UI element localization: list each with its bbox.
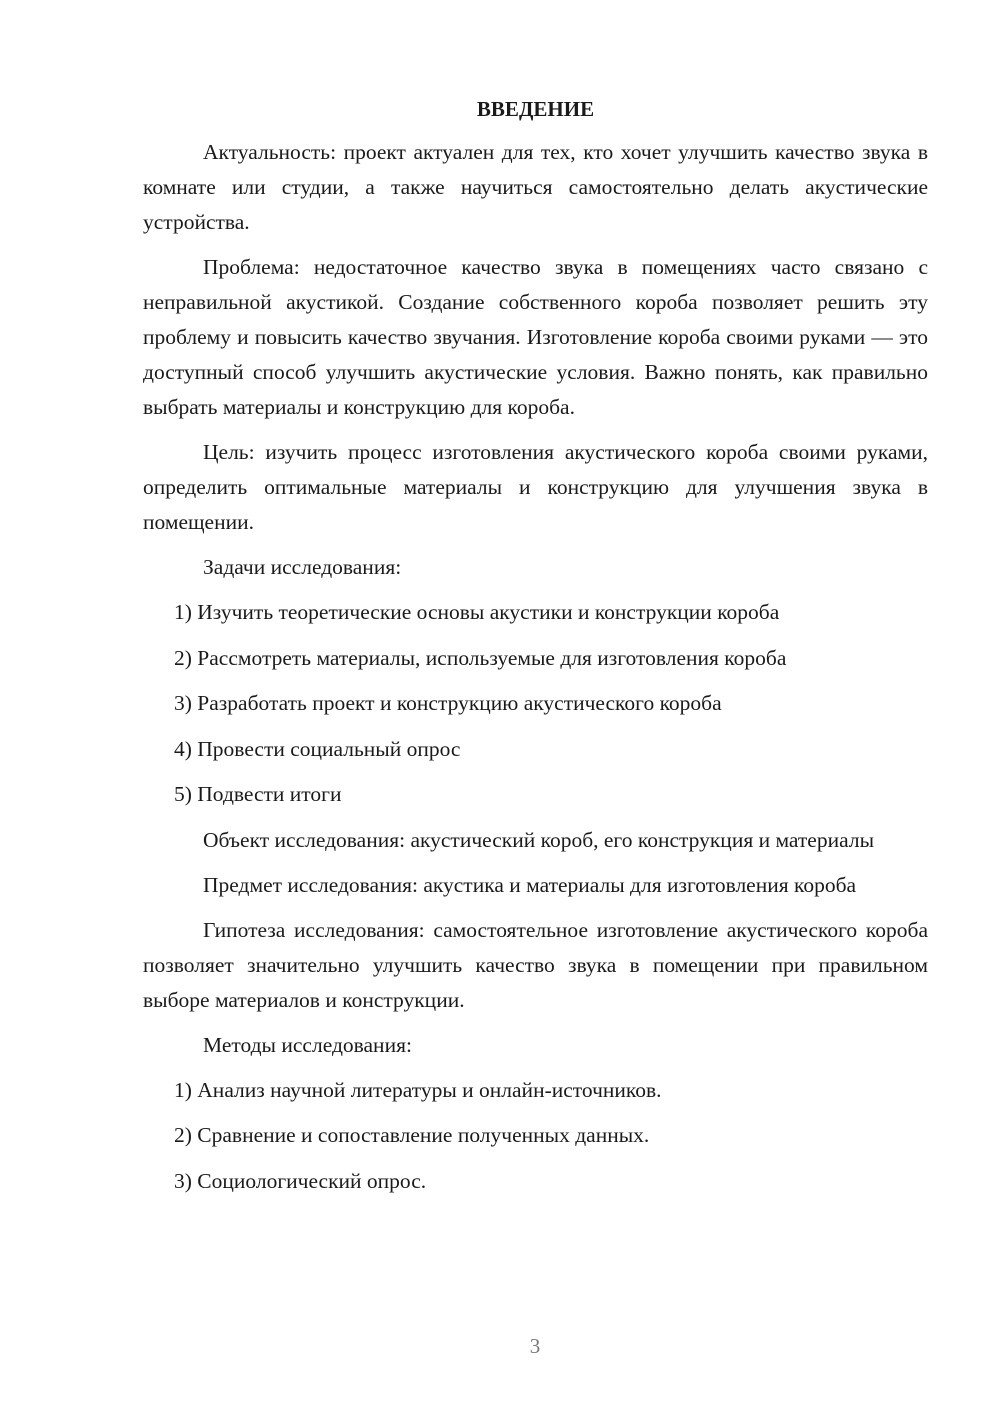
task-item-4: 4) Провести социальный опрос: [174, 736, 461, 761]
method-item-2: 2) Сравнение и сопоставление полученных данных.: [174, 1123, 650, 1147]
problem-paragraph: Проблема: недостаточное качество звука в помещениях часто связано с неправильной акустикой. Создание собственного короба позволяет решить эту проблему и повысить качество звучания. Изготовление короба своими руками — это доступный способ улучшить акустические условия. Важно понять, как правильно выбрать материалы и конструкцию для короба.: [143, 255, 928, 419]
page-number: 3: [529, 1334, 541, 1358]
methods-list: [143, 1073, 928, 1199]
methods-heading: Методы исследования:: [203, 1032, 412, 1057]
task-item-5: 5) Подвести итоги: [174, 782, 342, 806]
tasks-list: [143, 595, 928, 812]
tasks-heading: Задачи исследования:: [203, 555, 402, 579]
page-title: ВВЕДЕНИЕ: [476, 97, 595, 121]
task-item-1: 1) Изучить теоретические основы акустики и конструкции короба: [174, 600, 780, 624]
hypothesis-paragraph: Гипотеза исследования: самостоятельное изготовление акустического короба позволяет значительно улучшить качество звука в помещении при правильном выборе материалов и конструкции.: [143, 917, 928, 1012]
goal-paragraph: Цель: изучить процесс изготовления акустического короба своими руками, определить оптимальные материалы и конструкцию для улучшения звука в помещении.: [143, 440, 928, 534]
method-item-1: 1) Анализ научной литературы и онлайн-источников.: [174, 1077, 662, 1102]
relevance-paragraph: Актуальность: проект актуален для тех, кто хочет улучшить качество звука в комнате или студии, а также научиться самостоятельно делать акустические устройства.: [143, 140, 928, 234]
task-item-2: 2) Рассмотреть материалы, используемые для изготовления короба: [174, 645, 787, 670]
method-item-3: 3) Социологический опрос.: [174, 1168, 427, 1193]
object-paragraph: Объект исследования: акустический короб, его конструкция и материалы: [203, 827, 875, 852]
subject-paragraph: Предмет исследования: акустика и материалы для изготовления короба: [203, 872, 857, 897]
task-item-3: 3) Разработать проект и конструкцию акустического короба: [174, 691, 722, 715]
document-page: [143, 92, 928, 1209]
